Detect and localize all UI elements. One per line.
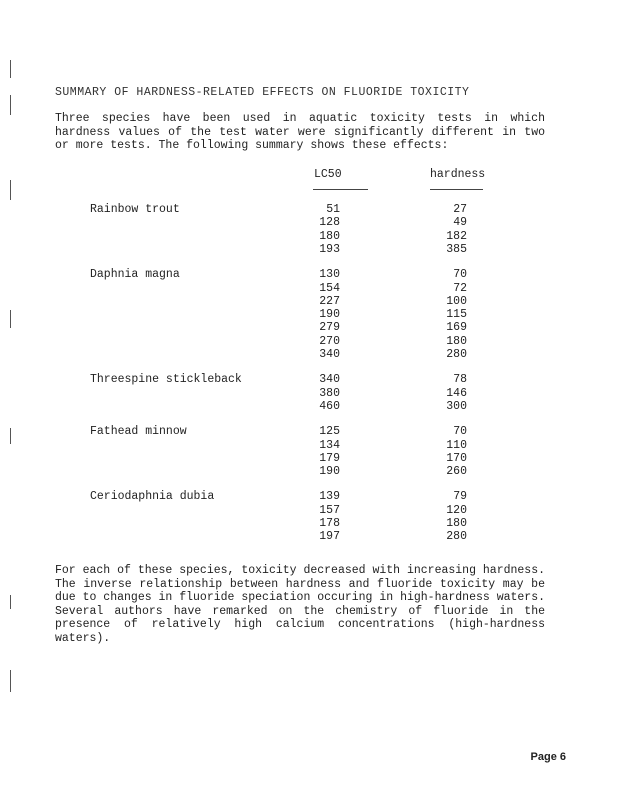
- species-name: Threespine stickleback: [90, 373, 242, 387]
- page-number: Page 6: [530, 751, 566, 763]
- lc50-value: 180: [319, 229, 340, 243]
- lc50-value: 51: [326, 203, 340, 216]
- hardness-value: 120: [446, 503, 467, 517]
- scan-artifact: [10, 670, 11, 692]
- scan-artifact: [10, 180, 11, 200]
- intro-paragraph: Three species have been used in aquatic toxicity tests in which hardness values of the test water were significantly different in two or more tests. The following summary shows these effects:: [55, 112, 545, 152]
- lc50-value: 154: [319, 281, 340, 295]
- hardness-value: 146: [446, 386, 467, 400]
- hardness-value: 280: [446, 530, 467, 544]
- document-title: SUMMARY OF HARDNESS-RELATED EFFECTS ON FLUORIDE TOXICITY: [55, 86, 470, 99]
- lc50-value: 190: [319, 465, 340, 479]
- hardness-value: 385: [446, 242, 467, 256]
- hardness-header: hardness: [430, 168, 486, 181]
- hardness-value: 169: [446, 321, 467, 335]
- lc50-value: 270: [319, 334, 340, 348]
- lc50-underline: [313, 189, 368, 190]
- hardness-value: 260: [446, 465, 467, 479]
- hardness-value: 280: [446, 348, 467, 361]
- hardness-value: 70: [453, 425, 467, 439]
- species-name: Ceriodaphnia dubia: [90, 490, 215, 504]
- lc50-value: 125: [319, 425, 340, 439]
- lc50-value: 340: [319, 373, 340, 387]
- hardness-value: 100: [446, 294, 467, 308]
- hardness-value: 72: [453, 281, 467, 295]
- scan-artifact: [10, 60, 11, 78]
- scan-artifact: [10, 428, 11, 444]
- hardness-value: 180: [446, 517, 467, 530]
- hardness-value: 70: [453, 268, 467, 282]
- hardness-value: 115: [446, 308, 467, 322]
- species-name: Daphnia magna: [90, 268, 180, 282]
- lc50-value: 190: [319, 308, 340, 322]
- conclusion-paragraph: For each of these species, toxicity decreased with increasing hardness. The inverse relationship between hardness and fluoride toxicity may be due to changes in fluoride speciation occuring in high-hardness waters. Several authors have remarked on the chemistry of fluoride in the presence of relatively high calcium concentrations (high-hardness waters).: [55, 564, 545, 645]
- lc50-value: 178: [319, 517, 340, 530]
- hardness-underline: [430, 189, 483, 190]
- lc50-value: 460: [319, 399, 340, 413]
- lc50-value: 179: [319, 451, 340, 465]
- lc50-value: 130: [319, 268, 340, 282]
- lc50-value: 139: [319, 490, 340, 504]
- lc50-header: LC50: [314, 168, 342, 181]
- scan-artifact: [10, 310, 11, 328]
- scan-artifact: [10, 595, 11, 609]
- species-name: Rainbow trout: [90, 203, 180, 216]
- lc50-value: 128: [319, 216, 340, 230]
- hardness-value: 79: [453, 490, 467, 504]
- hardness-value: 27: [453, 203, 467, 216]
- scan-artifact: [10, 95, 11, 115]
- hardness-value: 110: [446, 438, 467, 452]
- lc50-value: 157: [319, 503, 340, 517]
- hardness-value: 300: [446, 399, 467, 413]
- lc50-value: 380: [319, 386, 340, 400]
- hardness-value: 182: [446, 229, 467, 243]
- lc50-value: 197: [319, 530, 340, 544]
- lc50-value: 279: [319, 321, 340, 335]
- hardness-value: 180: [446, 334, 467, 348]
- hardness-value: 170: [446, 451, 467, 465]
- hardness-value: 49: [453, 216, 467, 230]
- hardness-value: 78: [453, 373, 467, 387]
- lc50-value: 227: [319, 294, 340, 308]
- lc50-value: 340: [319, 348, 340, 361]
- lc50-value: 193: [319, 242, 340, 256]
- species-name: Fathead minnow: [90, 425, 187, 439]
- lc50-value: 134: [319, 438, 340, 452]
